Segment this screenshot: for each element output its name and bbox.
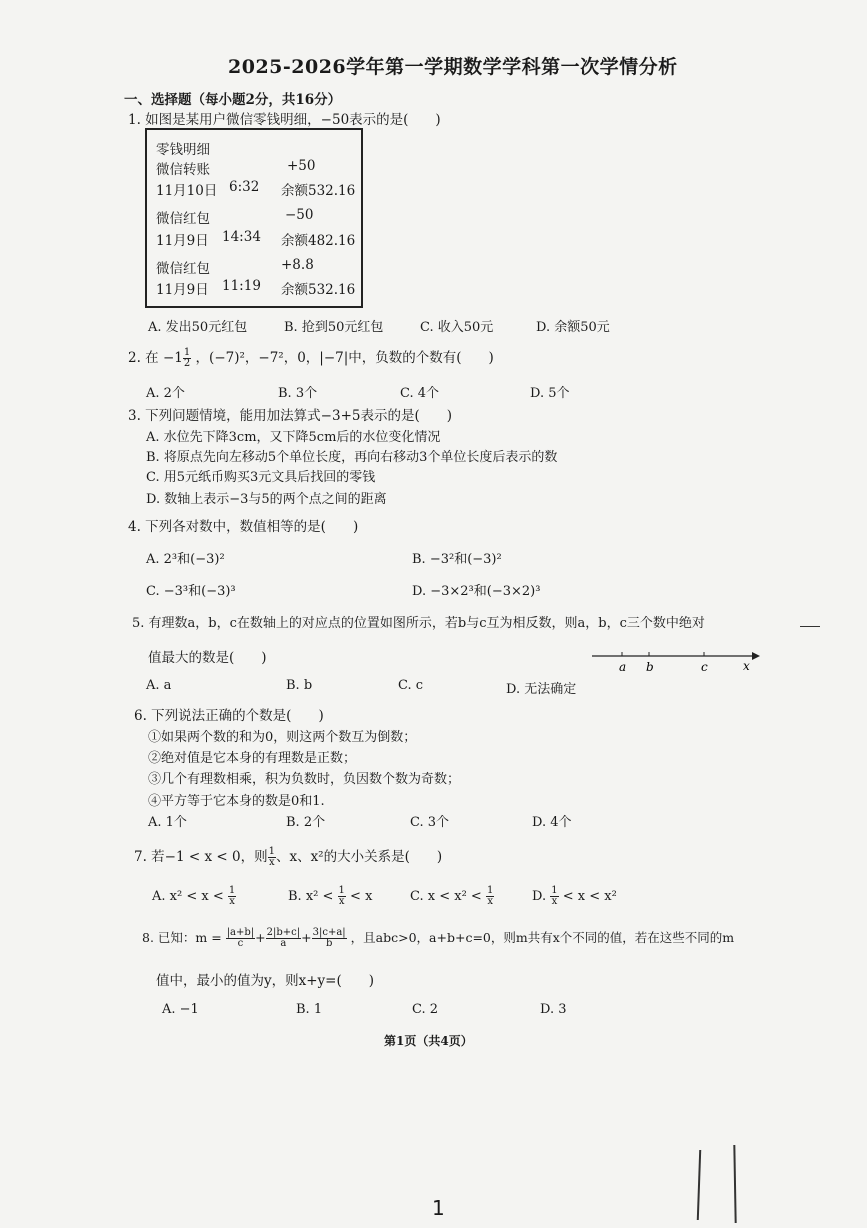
page-title: 2025-2026学年第一学期数学学科第一次学情分析	[228, 56, 678, 78]
q4-option-d: D. −3×2³和(−3×2)³	[412, 584, 541, 599]
q7-stem-prefix: 7. 若−1 < x < 0，则	[134, 849, 268, 865]
q8-stem-prefix: 8. 已知：m =	[142, 930, 222, 945]
wallet-row1-balance: 余额532.16	[281, 183, 356, 199]
q7-option-c	[410, 886, 494, 907]
number-line-diagram	[592, 648, 762, 678]
q7-d-prefix: D.	[532, 889, 547, 904]
q7-d-suffix: < x < x²	[562, 889, 617, 904]
q7-c-fraction	[486, 886, 494, 907]
q7-d-frac-num: 1	[551, 885, 558, 896]
wallet-row1-date: 11月10日	[156, 183, 218, 199]
wallet-row1-amount: +50	[287, 158, 316, 174]
wallet-row2-date: 11月9日	[156, 233, 209, 249]
q1-option-c: C. 收入50元	[420, 320, 494, 335]
question-2-stem	[128, 346, 494, 369]
handwritten-page-number: 1	[432, 1196, 445, 1220]
wallet-row2-balance: 余额482.16	[281, 233, 356, 249]
page-footer: 第1页（共4页）	[384, 1034, 473, 1048]
q8-term1	[226, 928, 255, 949]
question-7-stem	[134, 845, 442, 868]
q5-option-c: C. c	[398, 678, 424, 693]
label-c: c	[701, 660, 708, 674]
wallet-row1-type: 微信转账	[156, 162, 210, 178]
q7-c-frac-num: 1	[486, 885, 494, 896]
q4-option-c: C. −3³和(−3)³	[146, 584, 236, 599]
q2-stem-suffix: ，(−7)²，−7²，0，|−7|中，负数的个数有( )	[195, 350, 494, 366]
q8-term1-den: c	[237, 938, 244, 949]
q7-d-fraction	[550, 886, 558, 907]
question-3-stem: 3. 下列问题情境，能用加法算式−3+5表示的是( )	[128, 408, 453, 424]
scan-mark	[800, 626, 820, 627]
q6-statement-2: ②绝对值是它本身的有理数是正数；	[148, 751, 357, 766]
q5-option-d: D. 无法确定	[506, 682, 577, 697]
q8-term1-num: |a+b|	[226, 927, 255, 938]
q5-option-a: A. a	[146, 678, 172, 693]
q7-d-frac-den: x	[551, 896, 558, 907]
q7-frac-num: 1	[268, 846, 275, 857]
question-4-stem: 4. 下列各对数中，数值相等的是( )	[128, 519, 359, 535]
q3-option-a: A. 水位先下降3cm，又下降5cm后的水位变化情况	[146, 430, 441, 445]
q2-option-a: A. 2个	[146, 386, 185, 401]
q2-stem-prefix: 2. 在	[128, 350, 159, 366]
q8-term2-den: a	[280, 938, 287, 949]
q8-option-c: C. 2	[412, 1002, 439, 1017]
q6-option-b: B. 2个	[286, 815, 326, 830]
q4-option-b: B. −3²和(−3)²	[412, 552, 502, 567]
wallet-row2-amount: −50	[285, 207, 314, 223]
wallet-row3-amount: +8.8	[281, 257, 314, 273]
q7-fraction	[268, 847, 276, 868]
q7-option-d	[532, 886, 617, 907]
q7-a-frac-num: 1	[228, 885, 236, 896]
wallet-row2-time: 14:34	[222, 229, 261, 245]
q8-plus-2: +	[301, 930, 312, 945]
section-heading: 一、选择题（每小题2分，共16分）	[124, 92, 342, 108]
q2-option-c: C. 4个	[400, 386, 440, 401]
q7-b-frac-num: 1	[338, 885, 345, 896]
q1-option-d: D. 余额50元	[536, 320, 610, 335]
q3-option-b: B. 将原点先向左移动5个单位长度，再向右移动3个单位长度后表示的数	[146, 450, 558, 465]
q8-option-a: A. −1	[162, 1002, 199, 1017]
q2-fraction	[183, 348, 191, 369]
q8-term3-den: b	[325, 938, 333, 949]
question-1-stem: 1. 如图是某用户微信零钱明细，−50表示的是( )	[128, 112, 441, 128]
q8-option-d: D. 3	[540, 1002, 567, 1017]
wallet-row3-date: 11月9日	[156, 282, 209, 298]
q7-a-frac-den: x	[229, 896, 235, 907]
q7-b-suffix: < x	[350, 889, 373, 904]
q8-stem-suffix: ，且abc>0，a+b+c=0，则m共有x个不同的值，若在这些不同的m	[350, 930, 735, 945]
wallet-row3-time: 11:19	[222, 278, 261, 294]
question-5-stem-line1: 5. 有理数a，b，c在数轴上的对应点的位置如图所示，若b与c互为相反数，则a，b，c三个数中绝对	[132, 616, 705, 631]
label-a: a	[619, 660, 627, 674]
q2-frac-num: 1	[183, 347, 191, 358]
label-b: b	[646, 660, 654, 674]
q6-statement-3: ③几个有理数相乘，积为负数时，负因数个数为奇数；	[148, 772, 461, 787]
q2-option-b: B. 3个	[278, 386, 318, 401]
question-8-stem-line2: 值中，最小的值为y，则x+y=( )	[156, 973, 375, 989]
label-x: x	[743, 659, 750, 673]
q7-a-prefix: A. x² < x <	[152, 889, 224, 904]
q2-frac-den: 2	[183, 358, 191, 369]
q2-mixed-whole: −1	[162, 350, 183, 366]
q8-term2	[266, 928, 301, 949]
q5-option-b: B. b	[286, 678, 313, 693]
q7-option-b	[288, 886, 372, 907]
q1-option-a: A. 发出50元红包	[148, 320, 248, 335]
wallet-row1-time: 6:32	[229, 179, 260, 195]
q1-option-b: B. 抢到50元红包	[284, 320, 384, 335]
wallet-row3-type: 微信红包	[156, 261, 210, 277]
q3-option-c: C. 用5元纸币购买3元文具后找回的零钱	[146, 470, 376, 485]
q8-term3	[312, 928, 347, 949]
q6-statement-4: ④平方等于它本身的数是0和1.	[148, 794, 325, 809]
q7-a-fraction	[228, 886, 236, 907]
q7-c-frac-den: x	[487, 896, 493, 907]
q7-b-fraction	[338, 886, 346, 907]
q7-option-a	[152, 886, 236, 907]
q6-statement-1: ①如果两个数的和为0，则这两个数互为倒数；	[148, 730, 417, 745]
q6-option-a: A. 1个	[148, 815, 187, 830]
question-8-stem	[142, 928, 734, 949]
wallet-row2-type: 微信红包	[156, 211, 210, 227]
q8-option-b: B. 1	[296, 1002, 323, 1017]
number-line-arrow	[752, 652, 760, 660]
wallet-heading: 零钱明细	[156, 142, 210, 158]
scan-edge-left	[697, 1150, 701, 1220]
q4-option-a: A. 2³和(−3)²	[146, 552, 225, 567]
q7-b-prefix: B. x² <	[288, 889, 334, 904]
q7-c-prefix: C. x < x² <	[410, 889, 482, 904]
scan-edge-right	[733, 1145, 736, 1223]
q3-option-d: D. 数轴上表示−3与5的两个点之间的距离	[146, 492, 387, 507]
q8-plus-1: +	[255, 930, 266, 945]
q2-option-d: D. 5个	[530, 386, 570, 401]
wallet-row3-balance: 余额532.16	[281, 282, 356, 298]
q7-frac-den: x	[268, 857, 275, 868]
question-6-stem: 6. 下列说法正确的个数是( )	[134, 708, 324, 724]
q6-option-c: C. 3个	[410, 815, 450, 830]
wallet-detail-box	[145, 128, 363, 308]
q7-b-frac-den: x	[338, 896, 345, 907]
q7-stem-suffix: 、x、x²的大小关系是( )	[275, 849, 443, 865]
question-5-stem-line2: 值最大的数是( )	[148, 650, 267, 666]
q8-term3-num: 3|c+a|	[312, 927, 346, 938]
q8-term2-num: 2|b+c|	[266, 927, 301, 938]
q6-option-d: D. 4个	[532, 815, 572, 830]
